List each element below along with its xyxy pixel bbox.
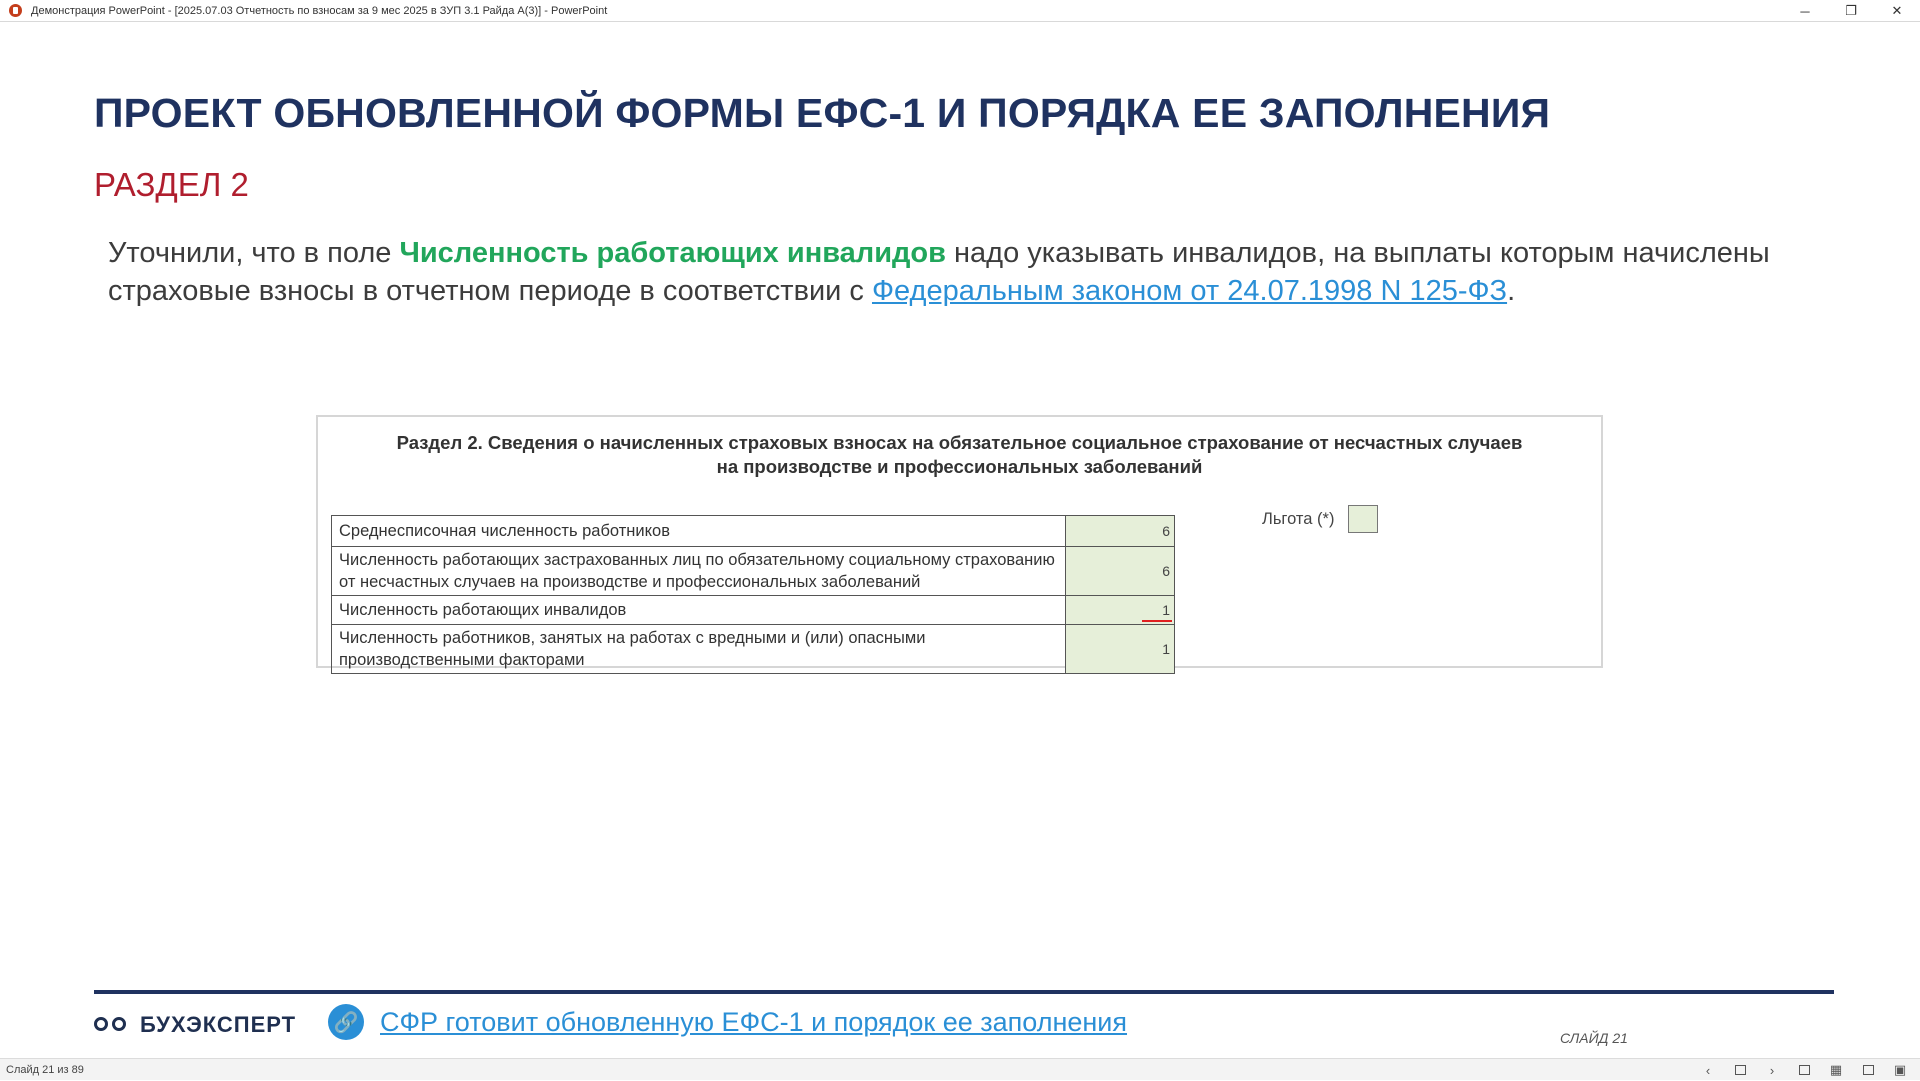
paragraph-text: надо указывать инвалидов, на выплаты которым начислены страховые взносы в отчетном периоде в соответствии с <box>108 237 1770 307</box>
logo-text: БУХЭКСПЕРТ <box>140 1012 297 1037</box>
slide-subtitle: РАЗДЕЛ 2 <box>94 166 249 203</box>
lgota-checkbox <box>1348 505 1378 533</box>
slide <box>0 22 1920 1058</box>
row-value: 6 <box>1066 547 1175 596</box>
lgota-label: Льгота (*) <box>1262 509 1335 528</box>
form-screenshot <box>316 415 1603 668</box>
lgota-field <box>1262 505 1378 533</box>
form-heading-line: Раздел 2. Сведения о начисленных страховых взносах на обязательное социальное страхование от несчастных случаев <box>396 432 1523 453</box>
slideshow-icon[interactable]: ▣ <box>1893 1062 1907 1077</box>
paragraph-text: . <box>1507 275 1516 307</box>
logo <box>92 1012 296 1038</box>
link-icon: 🔗 <box>328 1004 364 1040</box>
row-value: 1 <box>1162 602 1170 618</box>
status-controls <box>1690 1059 1914 1081</box>
minimize-button[interactable]: ─ <box>1800 3 1810 19</box>
form-table <box>331 515 1175 674</box>
table-row <box>332 547 1175 596</box>
next-slide-icon[interactable]: › <box>1769 1062 1775 1078</box>
row-label: Численность работников, занятых на работах с вредными и (или) опасными производственными факторами <box>332 625 1066 674</box>
slide-paragraph <box>108 234 1808 310</box>
row-label: Численность работающих застрахованных лиц по обязательному социальному страхованию от несчастных случаев на производстве и профессиональных заболеваний <box>332 547 1066 596</box>
footer-link[interactable] <box>328 1004 1127 1040</box>
highlighted-field-name: Численность работающих инвалидов <box>399 237 946 269</box>
reading-view-icon[interactable] <box>1854 1061 1882 1079</box>
slide-counter: Слайд 21 из 89 <box>6 1063 84 1076</box>
slide-title: ПРОЕКТ ОБНОВЛЕННОЙ ФОРМЫ ЕФС-1 И ПОРЯДКА ЕЕ ЗАПОЛНЕНИЯ <box>94 90 1551 136</box>
row-value-cell <box>1066 596 1175 625</box>
previous-slide-icon[interactable]: ‹ <box>1705 1062 1711 1078</box>
row-value: 1 <box>1066 625 1175 674</box>
table-row <box>332 596 1175 625</box>
form-heading-line: на производстве и профессиональных заболеваний <box>716 456 1203 477</box>
slide-number: СЛАЙД 21 <box>1560 1030 1628 1046</box>
row-label: Численность работающих инвалидов <box>332 596 1066 625</box>
slide-sorter-icon[interactable]: ▦ <box>1829 1062 1843 1077</box>
statusbar <box>0 1058 1920 1080</box>
window-titlebar <box>0 0 1920 22</box>
window-controls <box>1782 0 1920 22</box>
row-label: Среднесписочная численность работников <box>332 516 1066 547</box>
table-row <box>332 625 1175 674</box>
paragraph-text: Уточнили, что в поле <box>108 237 400 269</box>
footer-link-text[interactable]: СФР готовит обновленную ЕФС-1 и порядок ее заполнения <box>380 1006 1128 1037</box>
restore-button[interactable]: ❐ <box>1845 3 1857 18</box>
window-title: Демонстрация PowerPoint - [2025.07.03 Отчетность по взносам за 9 мес 2025 в ЗУП 3.1 Райда А(3)] - PowerPoint <box>31 4 608 17</box>
normal-view-icon[interactable] <box>1790 1061 1818 1079</box>
red-underline-mark <box>1142 620 1172 622</box>
form-heading <box>332 431 1587 479</box>
row-value: 6 <box>1066 516 1175 547</box>
footer-divider <box>94 990 1834 994</box>
slide-menu-icon[interactable] <box>1726 1061 1754 1079</box>
close-button[interactable]: ✕ <box>1891 3 1903 18</box>
powerpoint-icon <box>9 4 22 17</box>
owl-logo-icon <box>92 1013 132 1037</box>
table-row <box>332 516 1175 547</box>
law-link[interactable]: Федеральным законом от 24.07.1998 N 125-ФЗ <box>871 275 1508 307</box>
